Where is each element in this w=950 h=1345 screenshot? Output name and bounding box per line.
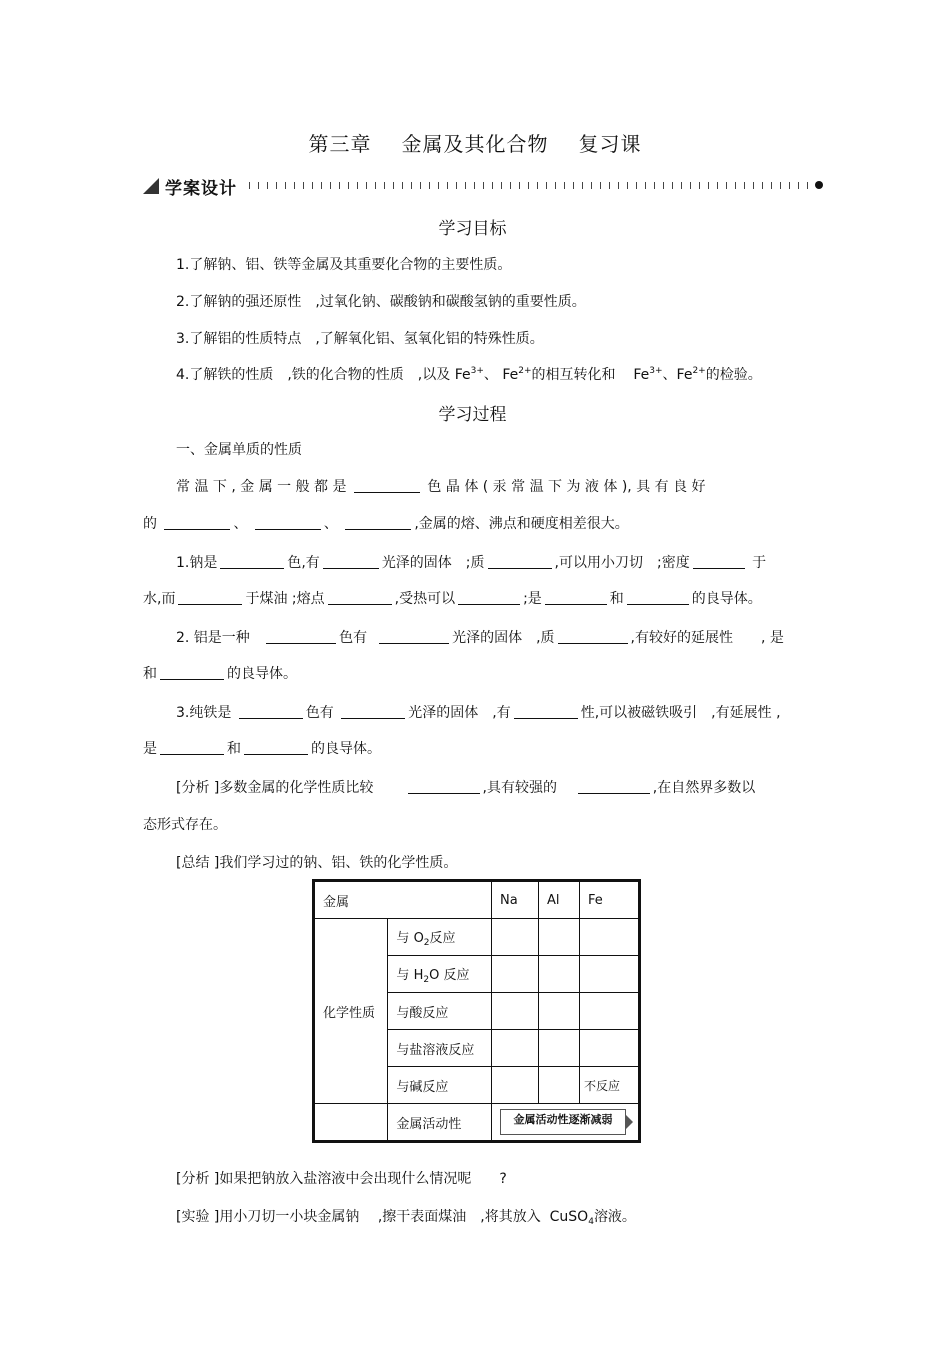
row-label-base: 与碱反应 [388, 1067, 492, 1104]
title-type: 复习课 [578, 132, 642, 156]
na-text-k: 的良导体。 [691, 591, 762, 607]
fe-text-e: 是 [143, 741, 157, 757]
table-cell[interactable] [539, 919, 580, 956]
section-banner [143, 174, 823, 199]
na-text-a: 1.钠是 [176, 555, 218, 571]
separator: 、 [323, 516, 338, 532]
row-label-h2o [388, 956, 492, 993]
fe-text-f: 和 [227, 741, 241, 757]
row-text: 反应 [429, 930, 456, 946]
row-label-o2 [388, 919, 492, 956]
blank[interactable] [244, 740, 308, 755]
exp-text-c: 溶液。 [593, 1209, 636, 1225]
blank[interactable] [323, 554, 379, 569]
header-na: Na [492, 881, 539, 919]
blank[interactable] [328, 590, 392, 605]
goal-4-text-b: 的相互转化和 [531, 367, 616, 383]
table-cell[interactable] [539, 1067, 580, 1104]
table-cell[interactable] [492, 1067, 539, 1104]
row-label-activity: 金属活动性 [388, 1104, 492, 1142]
page-title [0, 128, 950, 157]
na-text-c: 光泽的固体 ;质 [381, 555, 485, 571]
title-chapter: 第三章 [308, 132, 372, 156]
an1-text-a: [分析 ]多数金属的化学性质比较 [176, 780, 374, 796]
exp-text-a: [实验 ]用小刀切一小块金属钠 ,擦干表面煤油 ,将其放入 [176, 1209, 541, 1225]
row-text: 与 [396, 930, 410, 946]
blank[interactable] [160, 665, 224, 680]
fe-symbol: Fe [676, 367, 693, 383]
banner-triangle-icon [143, 178, 159, 194]
table-row [314, 1104, 640, 1142]
group-label: 化学性质 [314, 919, 388, 1104]
an1-text-b: ,具有较强的 [482, 780, 557, 796]
table-cell[interactable] [539, 956, 580, 993]
na-text-g: 于煤油 ;熔点 [245, 591, 325, 607]
blank[interactable] [558, 629, 628, 644]
al-text-c: 光泽的固体 ,质 [452, 630, 555, 646]
para-1-line-1 [176, 476, 706, 496]
banner-dotted-rule [249, 182, 815, 189]
properties-table [312, 879, 641, 1143]
p1-text-a: 常 温 下 , 金 属 一 般 都 是 [176, 479, 347, 495]
al-text-a: 2. 铝是一种 [176, 630, 250, 646]
experiment-line [176, 1206, 636, 1227]
fe-text-a: 3.纯铁是 [176, 705, 232, 721]
fe3-charge: 3+ [470, 366, 484, 376]
goal-4-text-a: 4.了解铁的性质 ,铁的化合物的性质 ,以及 [176, 367, 451, 383]
fe2-charge: 2+ [518, 366, 532, 376]
blank[interactable] [239, 704, 303, 719]
header-al: Al [539, 881, 580, 919]
row-text: O 反应 [429, 967, 470, 983]
row-text: H [413, 967, 424, 983]
blank[interactable] [178, 590, 242, 605]
an1-text-c: ,在自然界多数以 [652, 780, 756, 796]
blank[interactable] [408, 779, 480, 794]
separator: 、 [483, 367, 498, 383]
na-text-e: 于 [752, 555, 767, 571]
sodium-line-2 [143, 588, 762, 608]
p1-text-b: 色 晶 体 ( 汞 常 温 下 为 液 体 ), 具 有 良 好 [427, 479, 706, 495]
activity-arrow: 金属活动性逐渐减弱 [500, 1109, 626, 1135]
fe-text-b: 色有 [305, 705, 334, 721]
table-cell[interactable] [580, 1030, 640, 1067]
table-cell[interactable] [492, 1030, 539, 1067]
table-cell[interactable] [492, 956, 539, 993]
p1-text-c: 的 [143, 516, 157, 532]
blank[interactable] [545, 590, 607, 605]
row-label-acid: 与酸反应 [388, 993, 492, 1030]
p1-text-d: ,金属的熔、沸点和硬度相差很大。 [414, 516, 629, 532]
header-metal: 金属 [314, 881, 492, 919]
blank[interactable] [578, 779, 650, 794]
fe-base-cell: 不反应 [580, 1067, 640, 1104]
blank[interactable] [488, 554, 552, 569]
row-subscript: 2 [423, 937, 430, 948]
separator: 、 [233, 516, 248, 532]
blank[interactable] [458, 590, 520, 605]
blank[interactable] [514, 704, 578, 719]
goal-1: 1.了解钠、铝、铁等金属及其重要化合物的主要性质。 [176, 257, 512, 273]
summary-line: [总结 ]我们学习过的钠、铝、铁的化学性质。 [176, 855, 458, 871]
iron-line-1 [176, 702, 781, 722]
blank[interactable] [354, 478, 420, 493]
na-text-f: 水,而 [143, 591, 176, 607]
blank[interactable] [379, 629, 449, 644]
fe3-charge: 3+ [649, 366, 663, 376]
row-text: O [413, 930, 424, 946]
analysis-1-line-1 [176, 777, 755, 797]
table-header-row [314, 881, 640, 919]
table-cell[interactable] [492, 919, 539, 956]
activity-cell [492, 1104, 640, 1142]
goal-2: 2.了解钠的强还原性 ,过氧化钠、碳酸钠和碳酸氢钠的重要性质。 [176, 294, 586, 310]
fe-text-d: 性,可以被磁铁吸引 ,有延展性 , [580, 705, 781, 721]
fe-symbol: Fe [502, 367, 519, 383]
sodium-line-1 [176, 552, 766, 572]
separator: 、 [662, 367, 677, 383]
para-1-line-2 [143, 513, 629, 533]
al-text-b: 色有 [339, 630, 368, 646]
table-cell[interactable] [580, 993, 640, 1030]
blank[interactable] [693, 554, 745, 569]
table-cell[interactable] [580, 919, 640, 956]
na-text-i: ;是 [523, 591, 542, 607]
row-label-salt: 与盐溶液反应 [388, 1030, 492, 1067]
fe-text-c: 光泽的固体 ,有 [408, 705, 511, 721]
section-1-heading: 一、金属单质的性质 [176, 442, 302, 458]
analysis-1-line-2: 态形式存在。 [143, 817, 227, 833]
al-text-e: 和 [143, 666, 157, 682]
goal-3: 3.了解铝的性质特点 ,了解氧化铝、氢氧化铝的特殊性质。 [176, 331, 544, 347]
iron-line-2 [143, 738, 381, 758]
al-text-f: 的良导体。 [227, 666, 297, 682]
analysis-2-line: [分析 ]如果把钠放入盐溶液中会出现什么情况呢 ? [176, 1171, 507, 1187]
na-text-h: ,受热可以 [394, 591, 456, 607]
fe2-charge: 2+ [692, 366, 706, 376]
blank[interactable] [627, 590, 689, 605]
blank[interactable] [266, 629, 336, 644]
table-cell[interactable] [539, 993, 580, 1030]
fe-symbol: Fe [633, 367, 650, 383]
cuso4-subscript: 4 [588, 1217, 594, 1227]
fe-symbol: Fe [454, 367, 471, 383]
blank[interactable] [220, 554, 284, 569]
aluminum-line-1 [176, 627, 784, 647]
na-text-b: 色,有 [287, 555, 320, 571]
blank[interactable] [255, 515, 321, 530]
blank[interactable] [164, 515, 230, 530]
process-heading: 学习过程 [438, 405, 507, 425]
blank[interactable] [160, 740, 224, 755]
blank[interactable] [345, 515, 411, 530]
row-subscript: 2 [423, 974, 430, 985]
fe-text-g: 的良导体。 [311, 741, 381, 757]
table-cell[interactable] [539, 1030, 580, 1067]
blank[interactable] [341, 704, 405, 719]
title-topic: 金属及其化合物 [401, 132, 549, 156]
aluminum-line-2 [143, 663, 297, 683]
banner-end-dot-icon [815, 181, 823, 189]
table-row [314, 919, 640, 956]
row-text: 与 [396, 967, 410, 983]
goal-4-text-c: 的检验。 [705, 367, 762, 383]
na-text-d: ,可以用小刀切 ;密度 [554, 555, 690, 571]
table-cell[interactable] [492, 993, 539, 1030]
al-text-d: ,有较好的延展性 , 是 [630, 630, 784, 646]
cuso4-formula: CuSO [549, 1209, 589, 1225]
goals-heading: 学习目标 [438, 219, 507, 239]
group-label-blank [314, 1104, 388, 1142]
banner-label: 学案设计 [165, 179, 237, 199]
header-fe: Fe [580, 881, 640, 919]
goal-4 [176, 364, 762, 384]
table-cell[interactable] [580, 956, 640, 993]
na-text-j: 和 [609, 591, 624, 607]
